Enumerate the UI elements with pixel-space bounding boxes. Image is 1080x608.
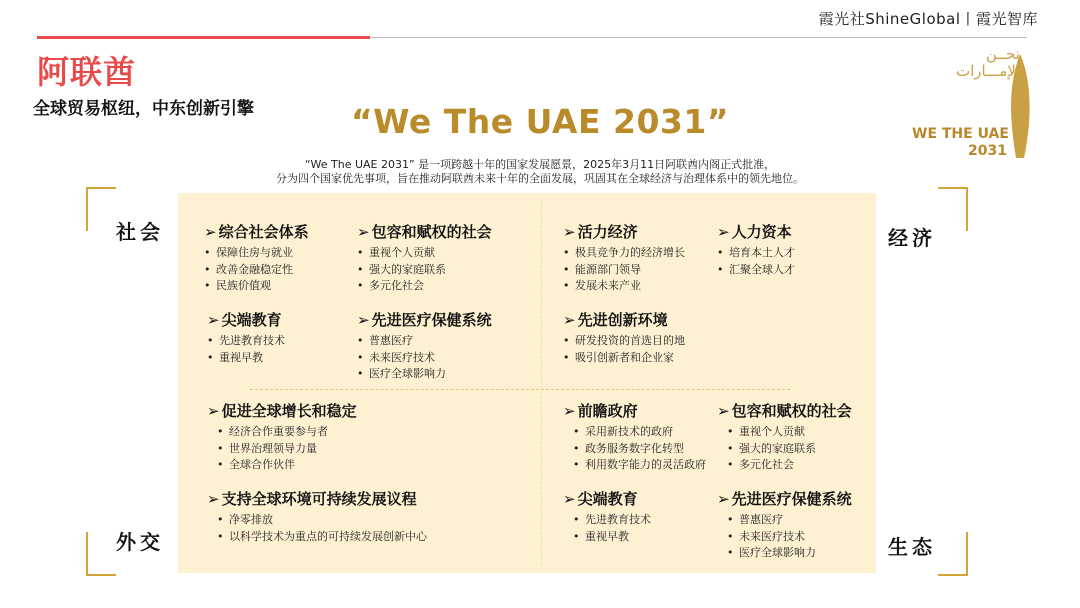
bullet-list [563,245,685,295]
block-innovation-environment [563,311,685,366]
arrow-icon: ➢ [204,223,217,241]
arrow-icon: ➢ [207,311,220,329]
list-item: • 利用数字能力的灵活政府 [573,457,706,474]
arrow-icon: ➢ [717,223,730,241]
block-forward-government [563,402,706,474]
block-title-text: 包容和赋权的社会 [371,223,492,241]
block-title-text: 前瞻政府 [577,402,638,420]
list-item: • 培育本土人才 [717,245,795,262]
list-item: • 世界治理领导力量 [217,441,357,458]
block-human-capital [717,223,795,278]
block-education [207,311,285,366]
bullet-list [727,424,852,474]
list-item: • 研发投资的首选目的地 [563,333,685,350]
list-item: • 医疗全球影响力 [357,366,492,383]
list-item: • 全球合作伙伴 [217,457,357,474]
list-item: • 采用新技术的政府 [573,424,706,441]
list-item: • 未来医疗技术 [357,350,492,367]
list-item: • 多元化社会 [727,457,852,474]
block-education-ecology [563,490,651,545]
bracket-bottom-right [938,532,968,576]
list-item: • 普惠医疗 [727,512,852,529]
vision-title: “We The UAE 2031” [350,102,730,141]
list-item: • 净零排放 [217,512,427,529]
arrow-icon: ➢ [357,223,370,241]
block-title-text: 先进创新环境 [577,311,668,329]
country-title: 阿联酋 [37,53,137,91]
list-item: • 改善金融稳定性 [204,262,309,279]
bracket-top-left [86,187,116,231]
logo-english-line1: WE THE UAE [912,126,1009,142]
list-item: • 重视早教 [573,529,651,546]
bracket-top-right [938,187,968,231]
header-accent-bar [37,36,370,39]
list-item: • 政务服务数字化转型 [573,441,706,458]
list-item: • 未来医疗技术 [727,529,852,546]
bullet-list [357,333,492,383]
block-title [207,311,285,329]
header-divider [370,37,1027,38]
list-item: • 以科学技术为重点的可持续发展创新中心 [217,529,427,546]
quadrant-label-society: 社会 [116,220,164,244]
block-inclusive-society [357,223,492,295]
bullet-list [563,333,685,366]
list-item: • 多元化社会 [357,278,492,295]
block-title [717,402,852,420]
list-item: • 极具竞争力的经济增长 [563,245,685,262]
list-item: • 强大的家庭联系 [357,262,492,279]
block-sustainability [207,490,427,545]
bullet-list [573,424,706,474]
block-global-growth [207,402,357,474]
quadrant-label-economy: 经济 [888,226,936,250]
block-title [563,490,651,508]
arrow-icon: ➢ [357,311,370,329]
panel-horizontal-divider [250,389,790,390]
arrow-icon: ➢ [563,311,576,329]
list-item: • 先进教育技术 [573,512,651,529]
logo-arabic-line2: الإمـــارات [955,62,1020,80]
block-vibrant-economy [563,223,685,295]
arrow-icon: ➢ [207,402,220,420]
logo-english-line2: 2031 [968,143,1007,159]
list-item: • 重视早教 [207,350,285,367]
list-item: • 重视个人贡献 [357,245,492,262]
block-title [357,311,492,329]
brand-name: 霞光社ShineGlobal丨霞光智库 [818,10,1038,28]
arrow-icon: ➢ [717,490,730,508]
block-comprehensive-social [204,223,309,295]
block-title-text: 支持全球环境可持续发展议程 [221,490,417,508]
list-item: • 民族价值观 [204,278,309,295]
arrow-icon: ➢ [563,223,576,241]
quadrant-label-diplomacy: 外交 [116,530,164,554]
block-title [204,223,309,241]
block-title-text: 活力经济 [577,223,638,241]
block-title [563,402,706,420]
vision-description [0,158,1080,186]
vision-description-line2: 分为四个国家优先事项，旨在推动阿联酋未来十年的全面发展，巩固其在全球经济与治理体系中的领先地位。 [276,172,804,185]
quadrant-label-ecology: 生态 [888,535,936,559]
bullet-list [217,512,427,545]
list-item: • 能源部门领导 [563,262,685,279]
block-title-text: 尖端教育 [221,311,282,329]
list-item: • 普惠医疗 [357,333,492,350]
block-title [207,402,357,420]
list-item: • 吸引创新者和企业家 [563,350,685,367]
arrow-icon: ➢ [563,490,576,508]
bullet-list [727,512,852,562]
list-item: • 先进教育技术 [207,333,285,350]
block-title [563,223,685,241]
list-item: • 保障住房与就业 [204,245,309,262]
list-item: • 汇聚全球人才 [717,262,795,279]
list-item: • 重视个人贡献 [727,424,852,441]
bullet-list [357,245,492,295]
block-healthcare [357,311,492,383]
bullet-list [204,245,309,295]
block-healthcare-ecology [717,490,852,562]
block-title [563,311,685,329]
block-title-text: 人力资本 [731,223,792,241]
block-title-text: 综合社会体系 [218,223,309,241]
country-subtitle: 全球贸易枢纽，中东创新引擎 [33,99,254,119]
vision-description-line1: “We The UAE 2031” 是一项跨越十年的国家发展愿景，2025年3月11日阿联酋内阁正式批准， [304,158,776,171]
panel-vertical-divider [541,200,542,565]
bullet-list [217,424,357,474]
list-item: • 经济合作重要参与者 [217,424,357,441]
block-title [717,223,795,241]
block-title [207,490,427,508]
arrow-icon: ➢ [717,402,730,420]
logo-arabic-text [956,46,1020,80]
block-title [717,490,852,508]
arrow-icon: ➢ [563,402,576,420]
block-title-text: 先进医疗保健系统 [371,311,492,329]
block-title-text: 先进医疗保健系统 [731,490,852,508]
bullet-list [717,245,795,278]
block-title-text: 包容和赋权的社会 [731,402,852,420]
bullet-list [573,512,651,545]
block-title [357,223,492,241]
block-inclusive-society-ecology [717,402,852,474]
bracket-bottom-left [86,532,116,576]
arrow-icon: ➢ [207,490,220,508]
bullet-list [207,333,285,366]
list-item: • 发展未来产业 [563,278,685,295]
block-title-text: 尖端教育 [577,490,638,508]
block-title-text: 促进全球增长和稳定 [221,402,357,420]
logo-arabic-line1: نحــن [985,45,1020,63]
list-item: • 强大的家庭联系 [727,441,852,458]
list-item: • 医疗全球影响力 [727,545,852,562]
